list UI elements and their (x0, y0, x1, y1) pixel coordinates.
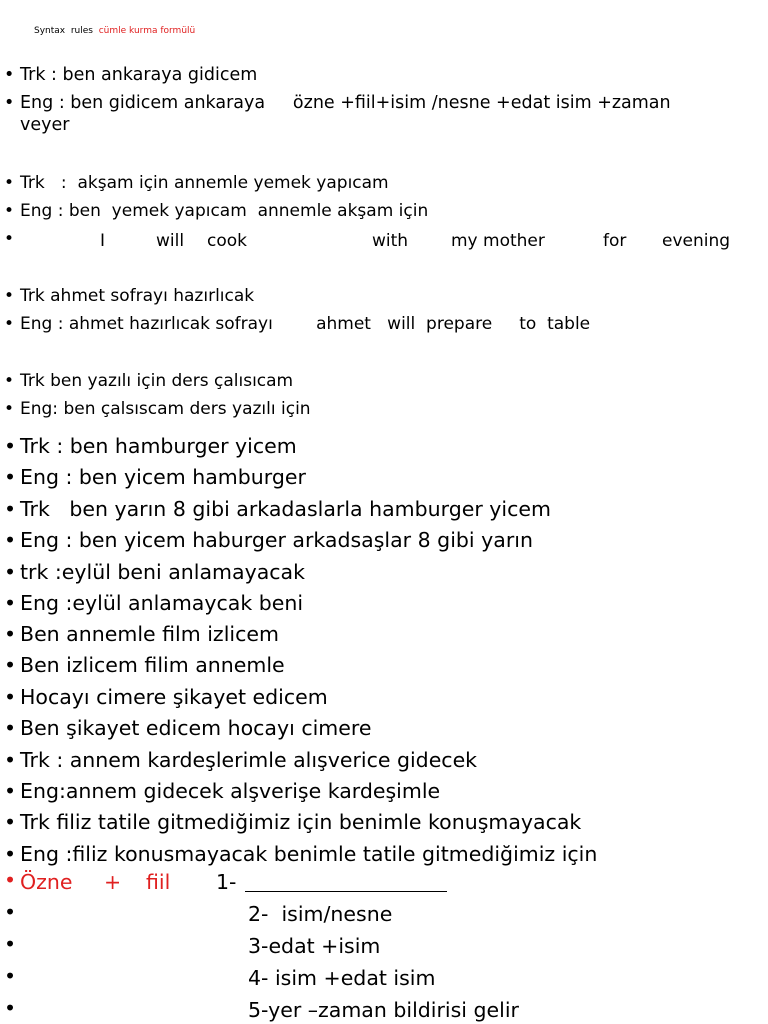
list-item: • Trk : ben ankaraya gidicem (4, 65, 258, 85)
list-item: • Trk ben yazılı için ders çalısıcam (4, 371, 294, 391)
eng-sentence: Eng : ben yemek yapıcam annemle akşam için (20, 201, 429, 221)
list-item: • Eng : ahmet hazırlıcak sofrayı ahmet will prepare to table (4, 314, 591, 334)
word-for: for (603, 231, 627, 251)
list-item: • Eng : ben yicem haburger arkadsaşlar 8 gibi yarın (4, 528, 533, 552)
list-item: • Trk ben yarın 8 gibi arkadaslarla hamburger yicem (4, 497, 551, 521)
list-item: • trk :eylül beni anlamayacak (4, 560, 305, 584)
word-my-mother: my mother (451, 231, 545, 251)
list-item: • Eng : ben gidicem ankaraya özne +fiil+isim /nesne +edat isim +zaman (4, 93, 671, 113)
list-item-continuation: veyer (20, 115, 70, 135)
word-will: will (156, 231, 185, 251)
word-cook: cook (207, 231, 247, 251)
list-item: • Trk ahmet sofrayı hazırlıcak (4, 286, 255, 306)
list-item-english-words: • (4, 229, 15, 249)
eng-sentence: Eng : ben gidicem ankaraya özne +fiil+isim /nesne +edat isim +zaman (20, 93, 671, 113)
list-item: • Trk : akşam için annemle yemek yapıcam (4, 173, 389, 193)
slide-header (34, 26, 195, 36)
list-item: • Ben şikayet edicem hocayı cimere (4, 716, 372, 740)
trk-sentence: Trk ben yazılı için ders çalısıcam (20, 371, 294, 391)
list-item: • Trk : annem kardeşlerimle alışverice gidecek (4, 748, 478, 772)
list-item: • Hocayı cimere şikayet edicem (4, 685, 328, 709)
list-item: • Ben annemle film izlicem (4, 622, 279, 646)
list-item: • (4, 996, 17, 1020)
list-item: • Eng : ben yicem hamburger (4, 465, 306, 489)
trk-sentence: Trk : ben ankaraya gidicem (20, 65, 258, 85)
formula-item-1: 1- (216, 870, 237, 894)
formula-fiil: fiil (146, 870, 171, 894)
trk-sentence: Trk ahmet sofrayı hazırlıcak (20, 286, 255, 306)
eng-sentence: Eng : ahmet hazırlıcak sofrayı ahmet will prepare to table (20, 314, 591, 334)
formula-item-5: 5-yer –zaman bildirisi gelir (248, 998, 519, 1022)
header-formula-title: cümle kurma formülü (98, 26, 196, 36)
trk-sentence: Trk : akşam için annemle yemek yapıcam (20, 173, 389, 193)
formula-blank-line (245, 877, 447, 896)
header-syntax-rules: Syntax rules (34, 26, 93, 36)
formula-plus: + (104, 870, 122, 894)
word-with: with (372, 231, 409, 251)
list-item: • Trk filiz tatile gitmediğimiz için benimle konuşmayacak (4, 810, 582, 834)
list-item: • Eng :filiz konusmayacak benimle tatile gitmediğimiz için (4, 842, 598, 866)
list-item: • Eng:annem gidecek alşverişe kardeşimle (4, 779, 441, 803)
list-item: • (4, 932, 17, 956)
word-i: I (100, 231, 106, 251)
list-item: • (4, 964, 17, 988)
list-item: • Ben izlicem filim annemle (4, 653, 285, 677)
list-item: • Eng :eylül anlamaycak beni (4, 591, 304, 615)
formula-item-4: 4- isim +edat isim (248, 966, 436, 990)
formula-bullet: • (4, 868, 17, 892)
eng-sentence: Eng: ben çalsıscam ders yazılı için (20, 399, 311, 419)
list-item: • Trk : ben hamburger yicem (4, 434, 297, 458)
formula-ozne: Özne (20, 870, 73, 894)
word-evening: evening (662, 231, 731, 251)
list-item: • Eng : ben yemek yapıcam annemle akşam için (4, 201, 429, 221)
list-item: • Eng: ben çalsıscam ders yazılı için (4, 399, 311, 419)
list-item: • (4, 900, 17, 924)
formula-item-2: 2- isim/nesne (248, 902, 393, 926)
formula-item-3: 3-edat +isim (248, 934, 381, 958)
